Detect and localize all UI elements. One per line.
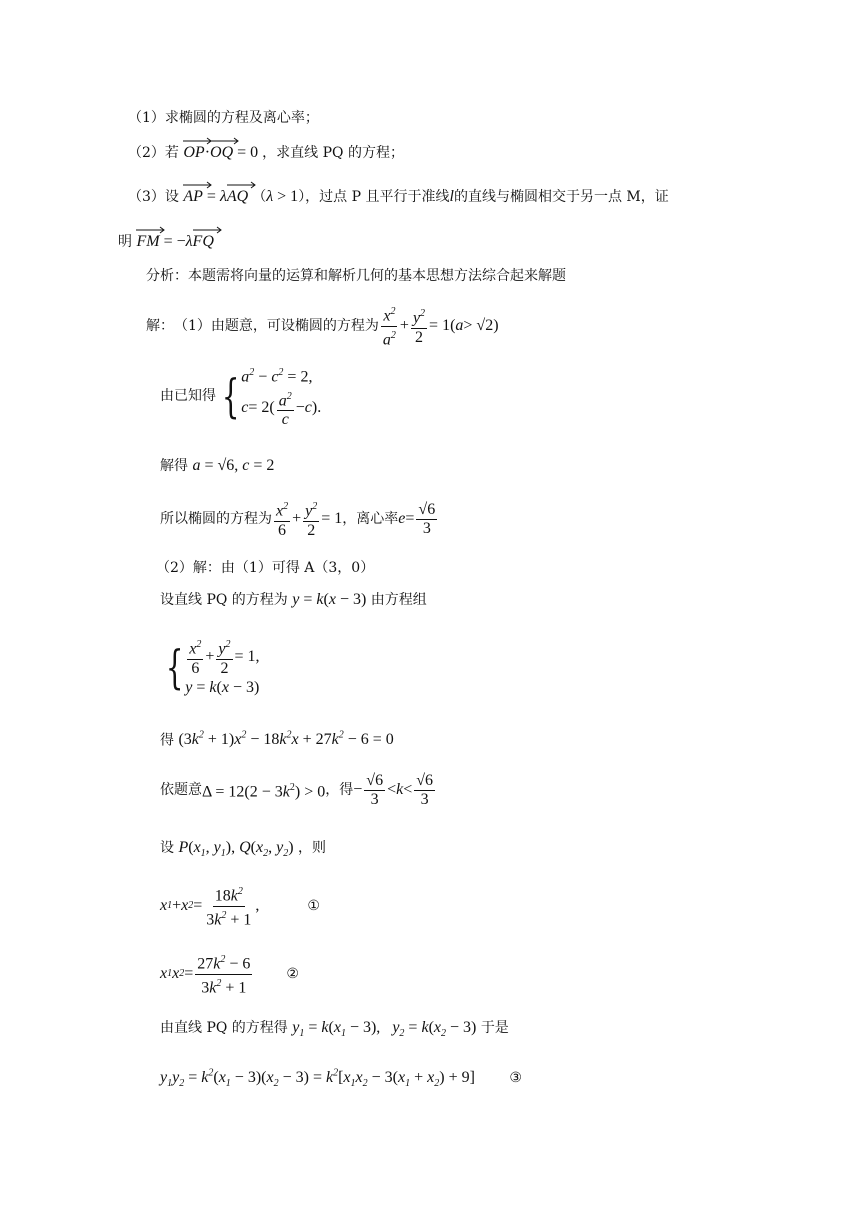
set-points: 设 $P(x_1$, $y_1$), $Q(x_2$, $y_2$) ，则 [160, 839, 326, 860]
ellipse-equation: 所以椭圆的方程为 $\frac{x^2}{6}$ + $\frac{y^2}{2}$ = 1 ，离心率 e = $\frac{√6}{3}$ [160, 498, 439, 540]
question-1: （1）求椭圆的方程及离心率； [128, 110, 319, 126]
equation-system: { $\frac{x^2}{6}$ + $\frac{y^2}{2}$ = 1, y = k(x − 3) [160, 630, 260, 704]
y-product: $y_1y_2 = k^2(x_1 - 3)(x_2 - 3) = k^2[x_1x_2 - 3(x_1 + x_2) + 9]$ ③ [160, 1068, 522, 1090]
discriminant: 依题意 $\Delta = 12(2 - 3k^2) > 0$ ，得 − $\frac{√6}{3}$ < k < $\frac{√6}{3}$ [160, 771, 434, 808]
vieta-sum: x 1 + x 2 = $\frac{18k^2}{3k^2 + 1}$ , ① [160, 884, 320, 928]
question-3: （3）设 AP = λAQ （λ > 1），过点 P 且平行于准线l的直线与椭圆相交于另一点 M，证 [128, 187, 669, 207]
known-system: 由已知得 { $a^2 - c^2 = 2$, c = 2( $\frac{a^2}{c}$ − c ). [160, 367, 322, 428]
question-2: （2）若 OP ·OQ = 0 ，求直线 PQ 的方程； [128, 143, 404, 163]
formula-ap-laq: AP = λAQ [183, 188, 252, 205]
solution-1: 解： （1）由题意，可设椭圆的方程为 $\frac{x^2}{a^2}$ + $\frac{y^2}{2}$ = 1( a > √2) [146, 306, 499, 346]
solved: 解得 a = √6, c = 2 [160, 457, 275, 474]
line-pq: 设直线 PQ 的方程为 y = k(x − 3) 由方程组 [160, 591, 427, 608]
analysis: 分析：本题需将向量的运算和解析几何的基本思想方法综合起来解题 [146, 268, 566, 284]
line-substitute: 由直线 PQ 的方程得 $y_1 = k(x_1 - 3)$, $y_2 = k(x_2 - 3)$ 于是 [160, 1019, 509, 1040]
question-3-cont: 明 FM = −λFQ [118, 232, 214, 252]
solution-2: （2）解：由（1）可得 A（3，0） [156, 560, 375, 576]
vieta-product: x 1 x 2 = $\frac{27k^2 - 6}{3k^2 + 1}$ ② [160, 952, 299, 996]
formula-op-oq: OP ·OQ = 0 [183, 144, 262, 161]
quadratic: 得 $(3k^2 + 1)x^2 - 18k^2x + 27k^2 - 6 = 0$ [160, 730, 394, 749]
